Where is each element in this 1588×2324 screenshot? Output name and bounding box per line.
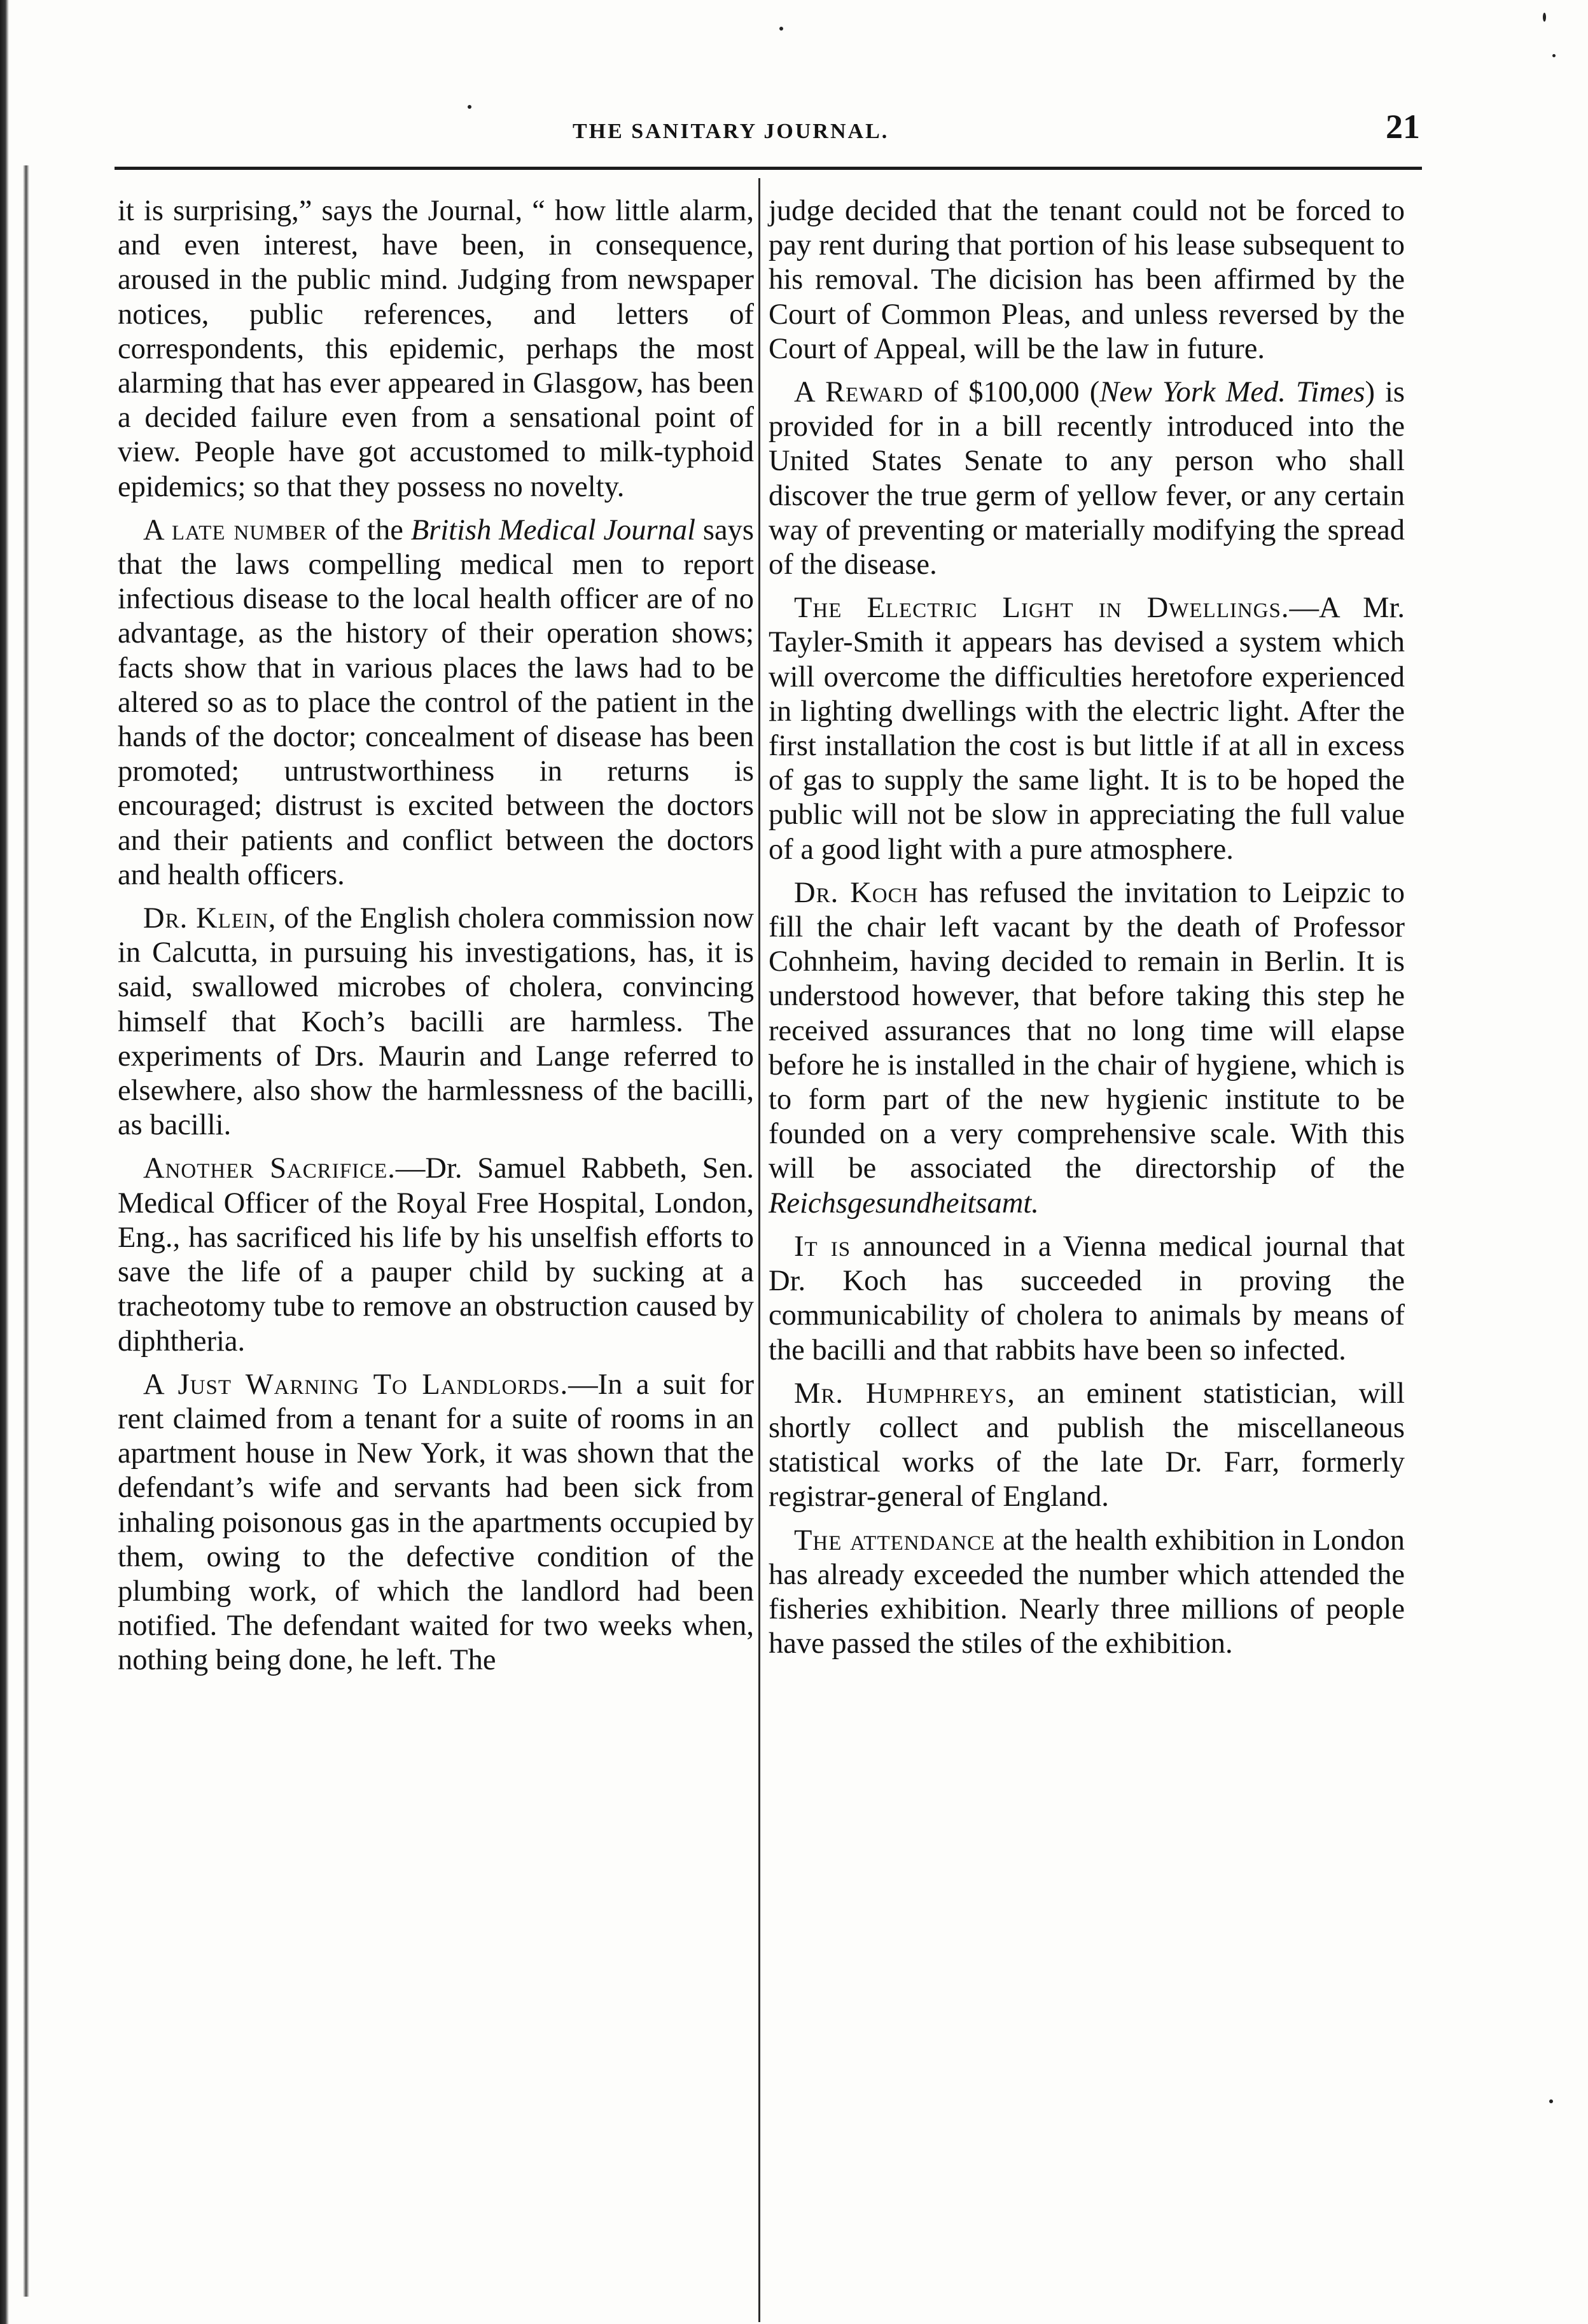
paragraph-text: ) is provided for in a bill recently introduced into the United States Senate to any person who shall discover the true germ of yellow fever, or any certain way of preventing or materially modifying the spread of the disease. — [769, 376, 1405, 581]
paragraph-text: at the health exhibition in London has already exceeded the number which attended the fisheries exhibition. Nearly three millions of people have passed the stiles of the exhibition. — [769, 1524, 1405, 1660]
paragraph-text: has refused the invitation to Leipzic to fill the chair left vacant by the death of Professor Cohnheim, having decided to remain in Berlin. It is understood however, that before taking this step he received assurances that no long time will elapse before he is installed in the chair of hygiene, which is to form part of the new hygienic institute to be founded on a very comprehensive scale. With this will be associated the directorship of the — [769, 876, 1405, 1185]
paragraph-text: announced in a Vienna medical journal that Dr. Koch has succeeded in proving the communicability of cholera to animals by means of the bacilli and that rabbits have been so infected. — [769, 1230, 1405, 1367]
paragraph-lead: A Reward — [794, 376, 924, 409]
paragraph-dr-klein — [118, 901, 754, 1143]
binding-shadow — [23, 165, 29, 2297]
paragraph-lead: The attendance — [794, 1524, 996, 1557]
paragraph-text: of $100,000 ( — [923, 376, 1100, 409]
paragraph-mr-humphreys — [769, 1377, 1405, 1515]
journal-title: New York Med. Times — [1099, 376, 1365, 409]
scan-speck — [1552, 54, 1556, 57]
paragraph-text: says that the laws compelling medical men to report infectious disease to the local health officer are of no advantage, as the history of their operation shows; facts show that in various places the laws had to be altered so as to place the control of the patient in the hands of the doctor; concealment of disease has been promoted; untrustworthiness in returns is encouraged; distrust is excited between the doctors and their patients and conflict between the doctors and health officers. — [118, 513, 755, 891]
column-divider — [758, 178, 760, 2322]
paragraph-lead: The Electric Light in Dwellings. — [794, 592, 1290, 625]
paragraph-vienna-journal — [769, 1230, 1405, 1368]
paragraph-text: of the — [327, 513, 411, 546]
paragraph-lead: Mr. Humphreys, — [794, 1377, 1015, 1410]
paragraph-lead: Another Sacrifice. — [143, 1152, 396, 1185]
page-header — [115, 107, 1425, 158]
paragraph-text: —In a suit for rent claimed from a tenant for a suite of rooms in an apartment house in New York, it was shown that the defendant’s wife and servants had been sick from inhaling poisonous gas in the apartments occupied by them, owing to the defective condition of the plumbing work, of which the landlord had been notified. The defendant waited for two weeks when, nothing being done, he left. The — [118, 1368, 754, 1677]
scan-speck — [468, 105, 471, 109]
scan-speck — [1549, 2099, 1553, 2103]
paragraph-text: —Dr. Samuel Rabbeth, Sen. Medical Officer of the Royal Free Hospital, London, Eng., has sacrificed his life by his unselfish efforts to save the life of a pauper child by sucking at a tracheotomy tube to remove an obstruction caused by diphtheria. — [118, 1152, 754, 1358]
paragraph-lead: Dr. Klein, — [143, 902, 277, 935]
scan-speck — [1543, 13, 1546, 22]
paragraph-text: of the English cholera commission now in Calcutta, in pursuing his investigations, has, it is said, swallowed microbes of cholera, convincing himself that Koch’s bacilli are harmless. The experiments of Drs. Maurin and Lange referred to elsewhere, also show the harmlessness of the bacilli, as bacilli. — [118, 902, 754, 1142]
institution-name: Reichsgesundheitsamt. — [769, 1186, 1039, 1220]
scan-speck — [779, 27, 783, 31]
journal-title: British Medical Journal — [410, 513, 696, 546]
paragraph-dr-koch — [769, 876, 1405, 1221]
paragraph-warning-to-landlords — [118, 1368, 754, 1678]
binding-edge — [0, 0, 9, 2324]
paragraph-judge-decision: judge decided that the tenant could not be forced to pay rent during that portion of his lease subsequent to his removal. The dicision has been affirmed by the Court of Common Pleas, and unless reversed by the Court of Appeal, will be the law in future. — [769, 195, 1405, 365]
page-number: 21 — [1386, 108, 1420, 146]
header-rule — [115, 167, 1422, 170]
paragraph-reward — [769, 375, 1405, 582]
paragraph-lead: It is — [794, 1230, 851, 1263]
paragraph-lead: A Just Warning To Landlords. — [143, 1368, 569, 1401]
paragraph-lead: Dr. Koch — [794, 876, 919, 909]
paragraph-text: —A Mr. Tayler-Smith it appears has devised a system which will overcome the difficulties heretofore experienced in lighting dwellings with the electric light. After the first installation the cost is but little if at all in excess of gas to supply the same light. It is to be hoped the public will not be slow in appreciating the full value of a good light with a pure atmosphere. — [769, 592, 1405, 866]
paragraph-british-medical-journal — [118, 513, 754, 893]
paragraph-electric-light — [769, 591, 1405, 867]
paragraph-another-sacrifice — [118, 1152, 754, 1358]
paragraph-health-exhibition — [769, 1524, 1405, 1662]
paragraph-glasgow-epidemic: it is surprising,” says the Journal, “ how little alarm, and even interest, have been, in consequence, aroused in the public mind. Judging from newspaper notices, public references, and letters of correspondents, this epidemic, perhaps the most alarming that has ever appeared in Glasgow, has been a decided failure even from a sensational point of view. People have got accustomed to milk-typhoid epidemics; so that they possess no novelty. — [118, 195, 754, 503]
left-column — [118, 194, 754, 1687]
right-column — [769, 194, 1405, 1670]
paragraph-lead: A late number — [143, 513, 328, 546]
paragraph-text: an eminent statistician, will shortly collect and publish the miscellaneous statistical works of the late Dr. Farr, formerly registrar-general of England. — [769, 1377, 1405, 1513]
running-title: THE SANITARY JOURNAL. — [573, 120, 889, 143]
